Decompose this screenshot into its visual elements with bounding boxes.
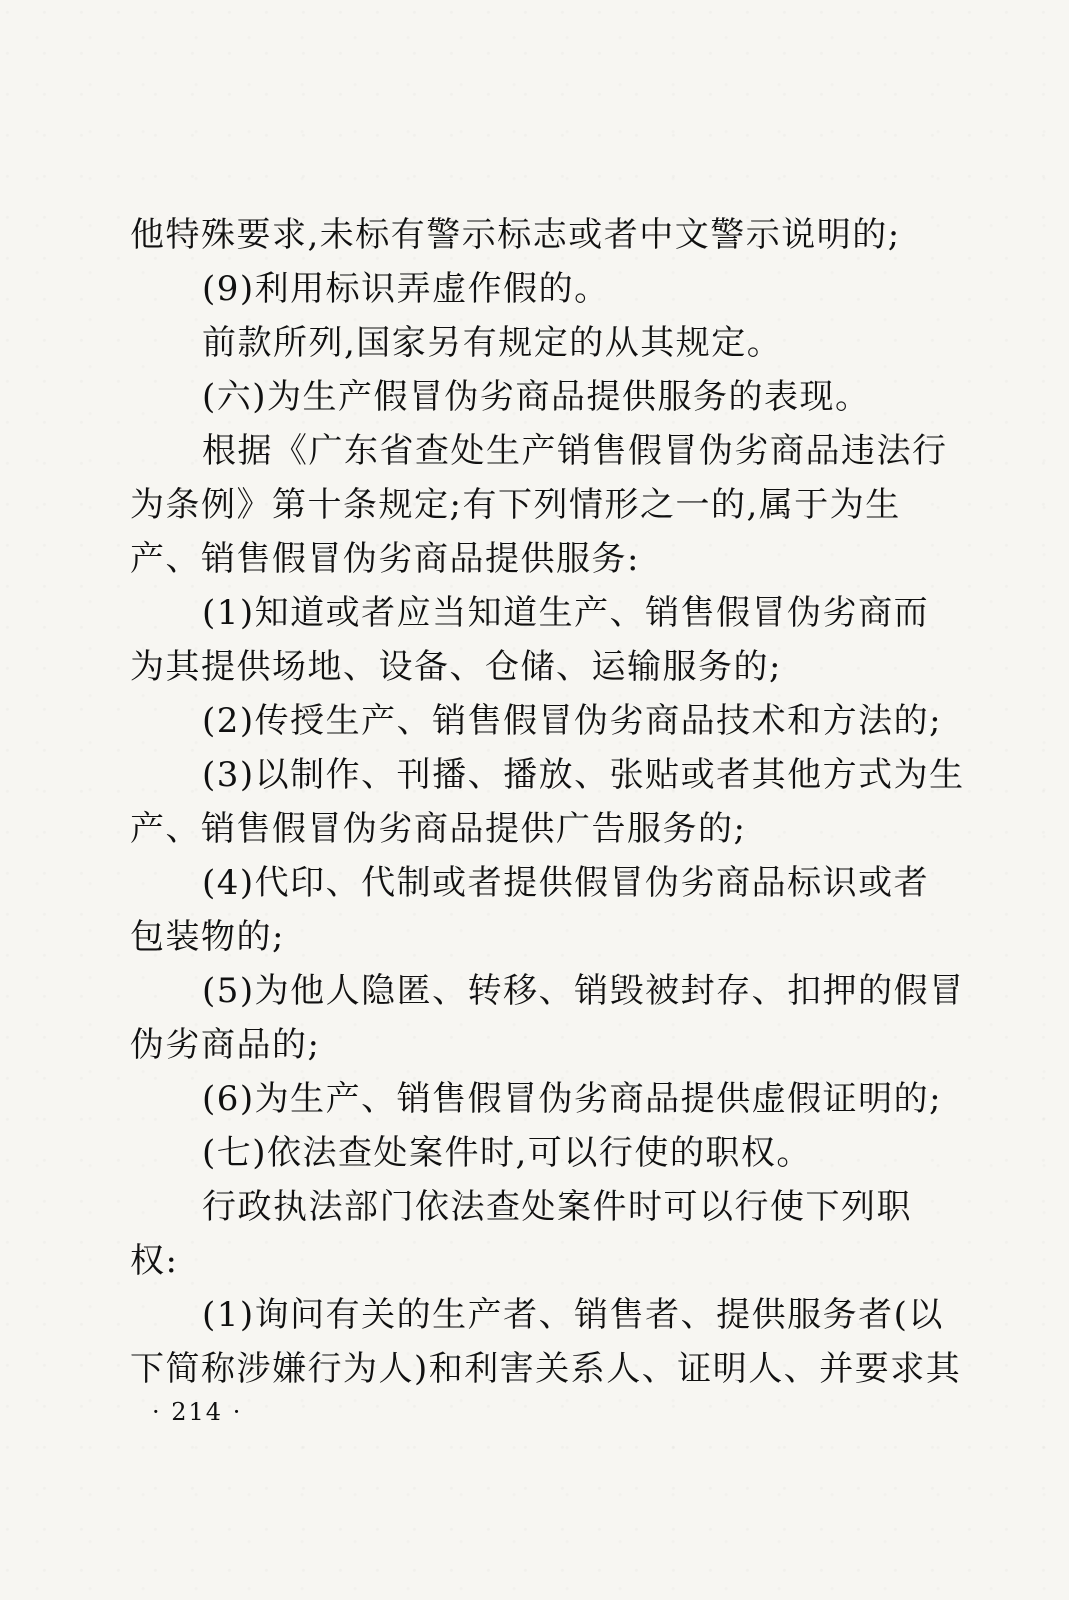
page-number: · 214 · <box>152 1398 243 1426</box>
text-line: 权: <box>130 1241 179 1281</box>
list-item: (6)为生产、销售假冒伪劣商品提供虚假证明的; <box>202 1079 943 1119</box>
list-item: (1)询问有关的生产者、销售者、提供服务者(以 <box>202 1295 944 1335</box>
text-line: 包装物的; <box>130 917 285 957</box>
text-line: 下简称涉嫌行为人)和利害关系人、证明人、并要求其 <box>130 1349 962 1389</box>
list-item: (4)代印、代制或者提供假冒伪劣商品标识或者 <box>202 863 930 903</box>
text-line: 行政执法部门依法查处案件时可以行使下列职 <box>202 1187 912 1227</box>
text-line: 产、销售假冒伪劣商品提供广告服务的; <box>130 809 747 849</box>
list-item: (3)以制作、刊播、播放、张贴或者其他方式为生 <box>202 755 965 795</box>
list-item: (5)为他人隐匿、转移、销毁被封存、扣押的假冒 <box>202 971 965 1011</box>
section-heading: (七)依法查处案件时,可以行使的职权。 <box>202 1133 812 1173</box>
text-line: (9)利用标识弄虚作假的。 <box>202 269 610 309</box>
text-line: 为其提供场地、设备、仓储、运输服务的; <box>130 647 782 687</box>
text-line: 根据《广东省查处生产销售假冒伪劣商品违法行 <box>202 431 948 471</box>
list-item: (2)传授生产、销售假冒伪劣商品技术和方法的; <box>202 701 943 741</box>
text-line: 伪劣商品的; <box>130 1025 321 1065</box>
text-line: 他特殊要求,未标有警示标志或者中文警示说明的; <box>130 215 901 255</box>
section-heading: (六)为生产假冒伪劣商品提供服务的表现。 <box>202 377 871 417</box>
text-line: 为条例》第十条规定;有下列情形之一的,属于为生 <box>130 485 901 525</box>
text-line: 前款所列,国家另有规定的从其规定。 <box>202 323 783 363</box>
list-item: (1)知道或者应当知道生产、销售假冒伪劣商而 <box>202 593 930 633</box>
body-text <box>130 208 965 1396</box>
text-line: 产、销售假冒伪劣商品提供服务: <box>130 539 640 579</box>
